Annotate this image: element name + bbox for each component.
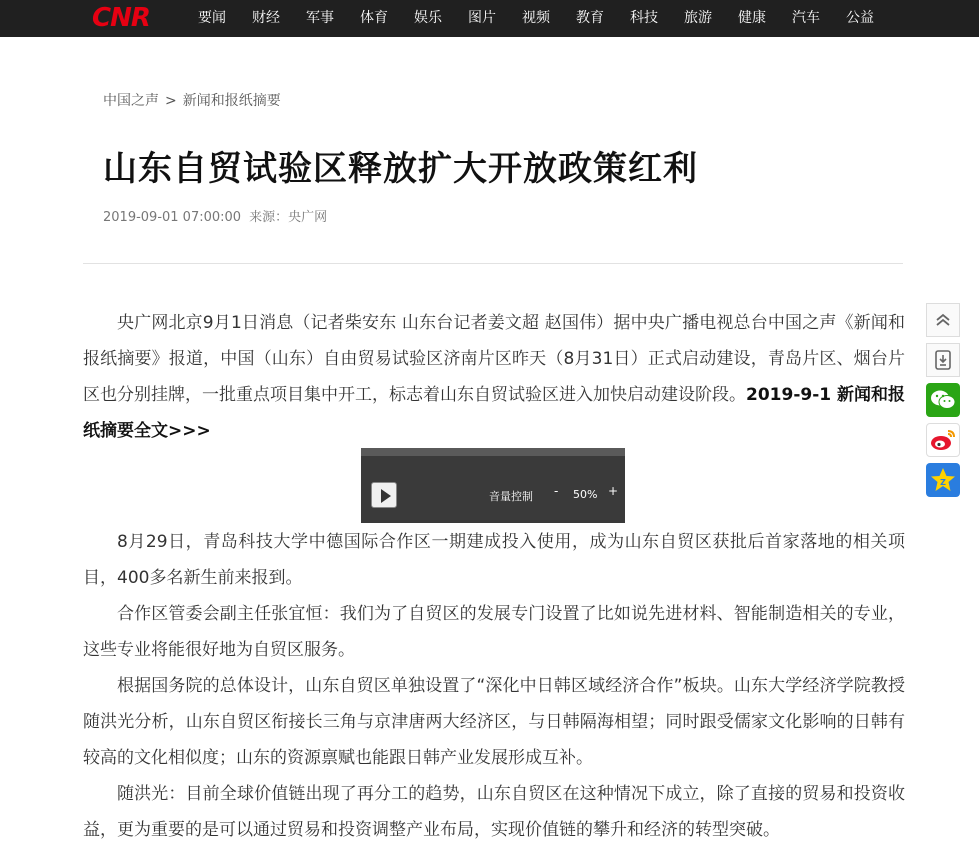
share-wechat-button[interactable] [926, 383, 960, 417]
article-meta [103, 206, 335, 225]
article-title: 山东自贸试验区释放扩大开放政策红利 [103, 149, 698, 189]
nav-item-education[interactable]: 教育 [576, 10, 604, 26]
article-paragraph-4: 根据国务院的总体设计，山东自贸区单独设置了“深化中日韩区域经济合作”板块。山东大学经济学院教授随洪光分析，山东自贸区衔接长三角与京津唐两大经济区，与日韩隔海相望；同时跟受儒家文化影响的日韩有较高的文化相似度；山东的资源禀赋也能跟日韩产业发展形成互补。 [83, 676, 905, 768]
back-to-top-icon [934, 311, 952, 329]
title-divider [83, 263, 903, 264]
volume-up-button[interactable]: + [608, 484, 619, 498]
nav-item-auto[interactable]: 汽车 [792, 10, 820, 26]
nav-item-sports[interactable]: 体育 [360, 10, 388, 26]
breadcrumb-section[interactable]: 新闻和报纸摘要 [182, 93, 281, 109]
nav-item-entertainment[interactable]: 娱乐 [414, 10, 442, 26]
nav-item-health[interactable]: 健康 [738, 10, 766, 26]
top-navigation-bar [0, 0, 979, 37]
breadcrumb [103, 90, 281, 110]
article-body-continued [83, 524, 905, 848]
article-body [83, 305, 905, 449]
nav-item-tech[interactable]: 科技 [630, 10, 658, 26]
nav-item-military[interactable]: 军事 [306, 10, 334, 26]
svg-text:Z: Z [940, 478, 946, 487]
audio-player [361, 448, 625, 523]
article-datetime: 2019-09-01 07:00:00 [103, 210, 242, 225]
cnr-logo[interactable]: CNR [92, 3, 150, 33]
back-to-top-button[interactable] [926, 303, 960, 337]
download-app-button[interactable] [926, 343, 960, 377]
breadcrumb-separator: > [165, 93, 177, 109]
nav-item-travel[interactable]: 旅游 [684, 10, 712, 26]
volume-value: 50% [573, 488, 598, 501]
play-button[interactable] [371, 482, 397, 508]
nav-item-pictures[interactable]: 图片 [468, 10, 496, 26]
wechat-icon [930, 389, 956, 411]
article-paragraph-5: 随洪光：目前全球价值链出现了再分工的趋势，山东自贸区在这种情况下成立，除了直接的贸易和投资收益，更为重要的是可以通过贸易和投资调整产业布局，实现价值链的攀升和经济的转型突破。 [83, 784, 905, 840]
share-qzone-button[interactable] [926, 463, 960, 497]
breadcrumb-home[interactable]: 中国之声 [103, 93, 159, 109]
article-source: 来源：央广网 [249, 210, 328, 225]
article-paragraph-2: 8月29日，青岛科技大学中德国际合作区一期建成投入使用，成为山东自贸区获批后首家落地的相关项目，400多名新生前来报到。 [83, 532, 905, 588]
share-weibo-button[interactable] [926, 423, 960, 457]
nav-item-finance[interactable]: 财经 [252, 10, 280, 26]
main-nav [198, 0, 900, 37]
weibo-icon [929, 428, 957, 452]
volume-label: 音量控制 [489, 490, 533, 503]
volume-down-button[interactable]: - [554, 484, 559, 498]
qzone-icon [929, 466, 957, 494]
article-paragraph-3: 合作区管委会副主任张宜恒：我们为了自贸区的发展专门设置了比如说先进材料、智能制造相关的专业，这些专业将能很好地为自贸区服务。 [83, 604, 905, 660]
article-paragraph-1 [83, 305, 905, 449]
download-icon [934, 350, 952, 370]
nav-item-news[interactable]: 要闻 [198, 10, 226, 26]
nav-item-video[interactable]: 视频 [522, 10, 550, 26]
nav-item-charity[interactable]: 公益 [846, 10, 874, 26]
share-sidebar [926, 303, 960, 503]
full-digest-link[interactable]: 2019-9-1 新闻和报纸摘要全文>>> [83, 385, 906, 441]
paragraph-1-text: 央广网北京9月1日消息（记者柴安东 山东台记者姜文超 赵国伟）据中央广播电视总台中国之声《新闻和报纸摘要》报道，中国（山东）自由贸易试验区济南片区昨天（8月31日）正式启动建设，青岛片区、烟台片区也分别挂牌，一批重点项目集中开工，标志着山东自贸试验区进入加快启动建设阶段。 [83, 313, 905, 405]
